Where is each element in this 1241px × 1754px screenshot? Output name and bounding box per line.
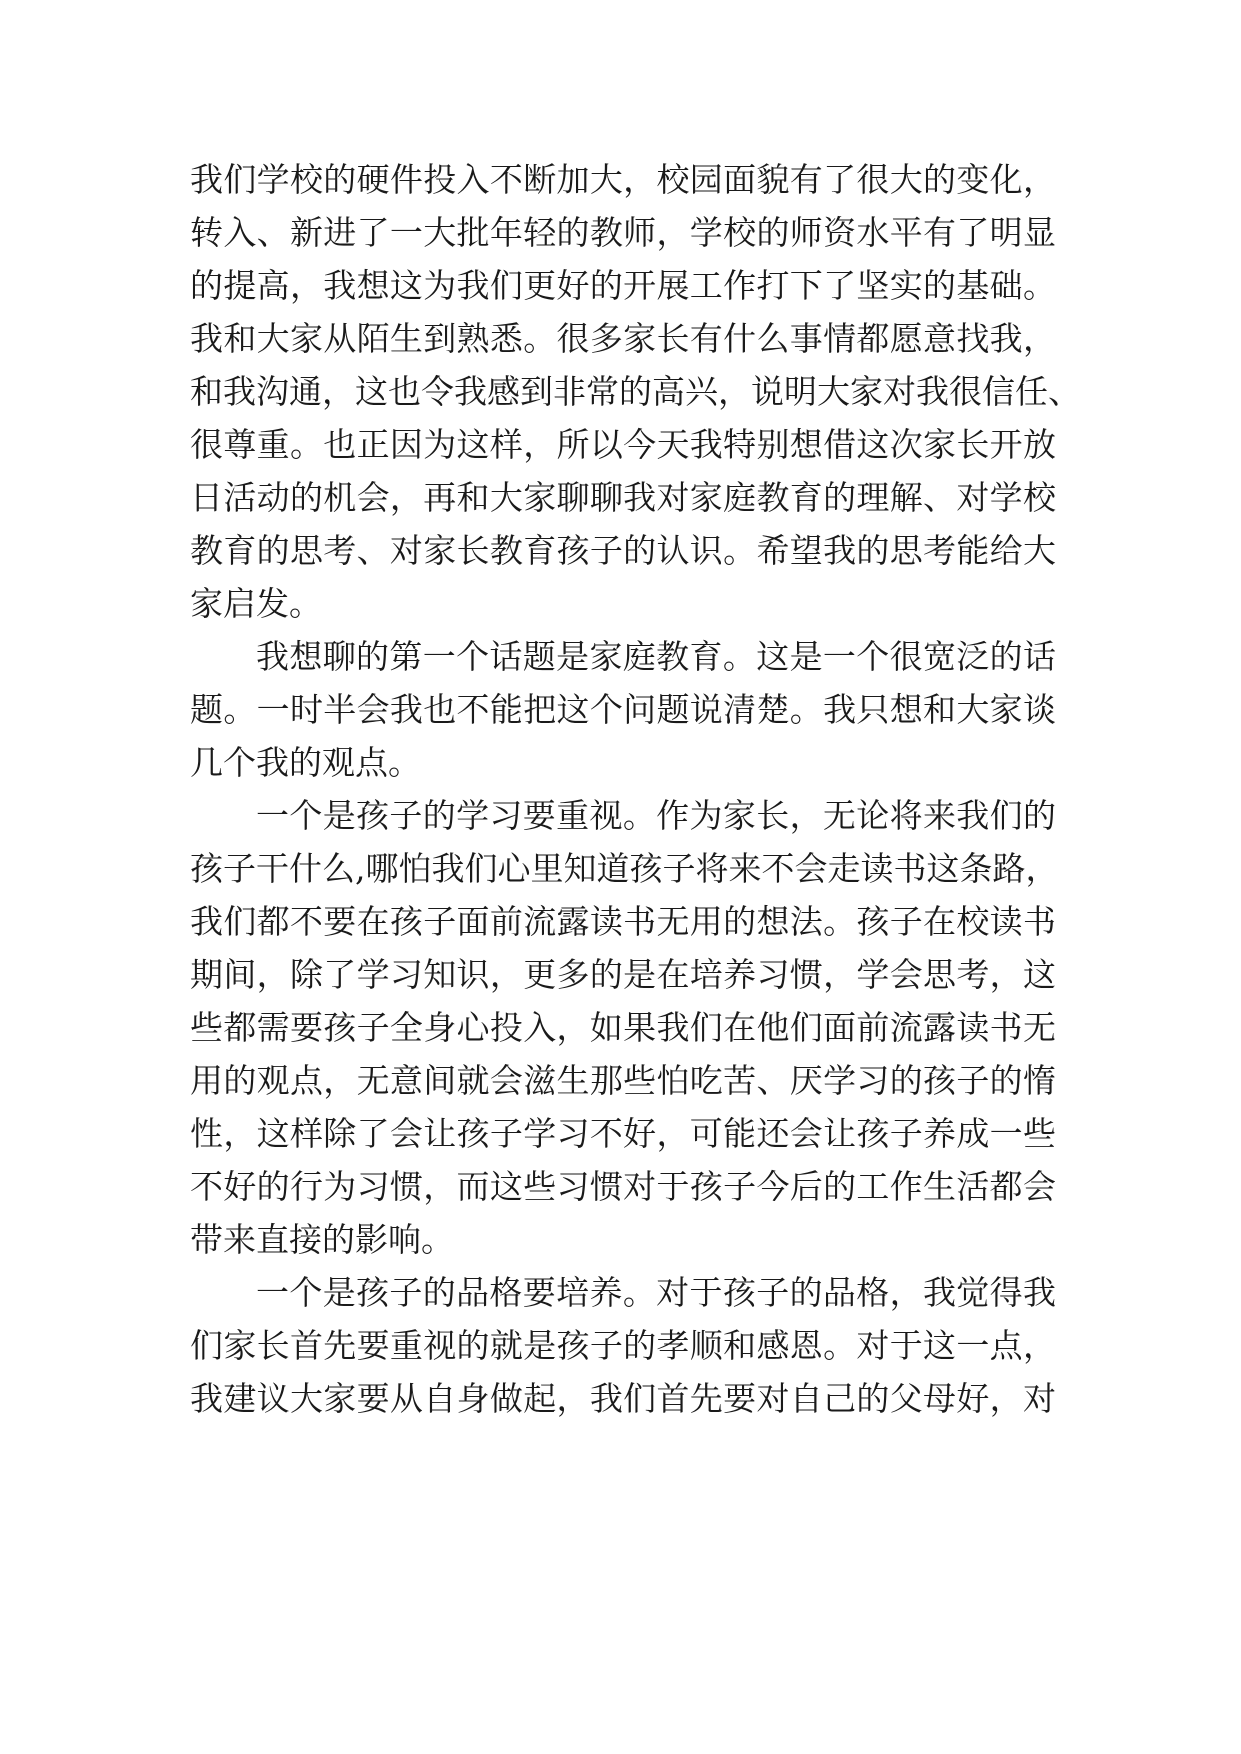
text-line: 孩子干什么,哪怕我们心里知道孩子将来不会走读书这条路， bbox=[190, 849, 1059, 888]
text-line: 期间，除了学习知识，更多的是在培养习惯，学会思考，这 bbox=[190, 955, 1056, 994]
text-line: 我和大家从陌生到熟悉。很多家长有什么事情都愿意找我， bbox=[190, 319, 1056, 358]
text-line: 不好的行为习惯，而这些习惯对于孩子今后的工作生活都会 bbox=[190, 1167, 1056, 1206]
text-line: 些都需要孩子全身心投入，如果我们在他们面前流露读书无 bbox=[190, 1008, 1056, 1047]
text-line: 我们都不要在孩子面前流露读书无用的想法。孩子在校读书 bbox=[190, 902, 1056, 941]
text-line: 带来直接的影响。 bbox=[190, 1220, 454, 1259]
text-line: 教育的思考、对家长教育孩子的认识。希望我的思考能给大 bbox=[190, 531, 1056, 570]
text-line: 家启发。 bbox=[190, 584, 322, 623]
text-line: 日活动的机会，再和大家聊聊我对家庭教育的理解、对学校 bbox=[190, 478, 1056, 517]
text-line: 们家长首先要重视的就是孩子的孝顺和感恩。对于这一点， bbox=[190, 1326, 1056, 1365]
text-line: 题。一时半会我也不能把这个问题说清楚。我只想和大家谈 bbox=[190, 690, 1056, 729]
text-line: 的提高，我想这为我们更好的开展工作打下了坚实的基础。 bbox=[190, 266, 1056, 305]
text-line: 几个我的观点。 bbox=[190, 743, 421, 782]
text-line: 我建议大家要从自身做起，我们首先要对自己的父母好，对 bbox=[190, 1379, 1056, 1418]
paragraph-first-line: 一个是孩子的品格要培养。对于孩子的品格，我觉得我 bbox=[256, 1273, 1056, 1312]
text-line: 转入、新进了一大批年轻的教师，学校的师资水平有了明显 bbox=[190, 213, 1056, 252]
text-line: 用的观点，无意间就会滋生那些怕吃苦、厌学习的孩子的惰 bbox=[190, 1061, 1056, 1100]
text-line: 性，这样除了会让孩子学习不好，可能还会让孩子养成一些 bbox=[190, 1114, 1056, 1153]
text-line: 我们学校的硬件投入不断加大，校园面貌有了很大的变化， bbox=[190, 160, 1056, 199]
paragraph-first-line: 一个是孩子的学习要重视。作为家长，无论将来我们的 bbox=[256, 796, 1056, 835]
text-line: 很尊重。也正因为这样，所以今天我特别想借这次家长开放 bbox=[190, 425, 1056, 464]
text-line: 和我沟通，这也令我感到非常的高兴，说明大家对我很信任、 bbox=[190, 372, 1081, 411]
paragraph-first-line: 我想聊的第一个话题是家庭教育。这是一个很宽泛的话 bbox=[256, 637, 1056, 676]
